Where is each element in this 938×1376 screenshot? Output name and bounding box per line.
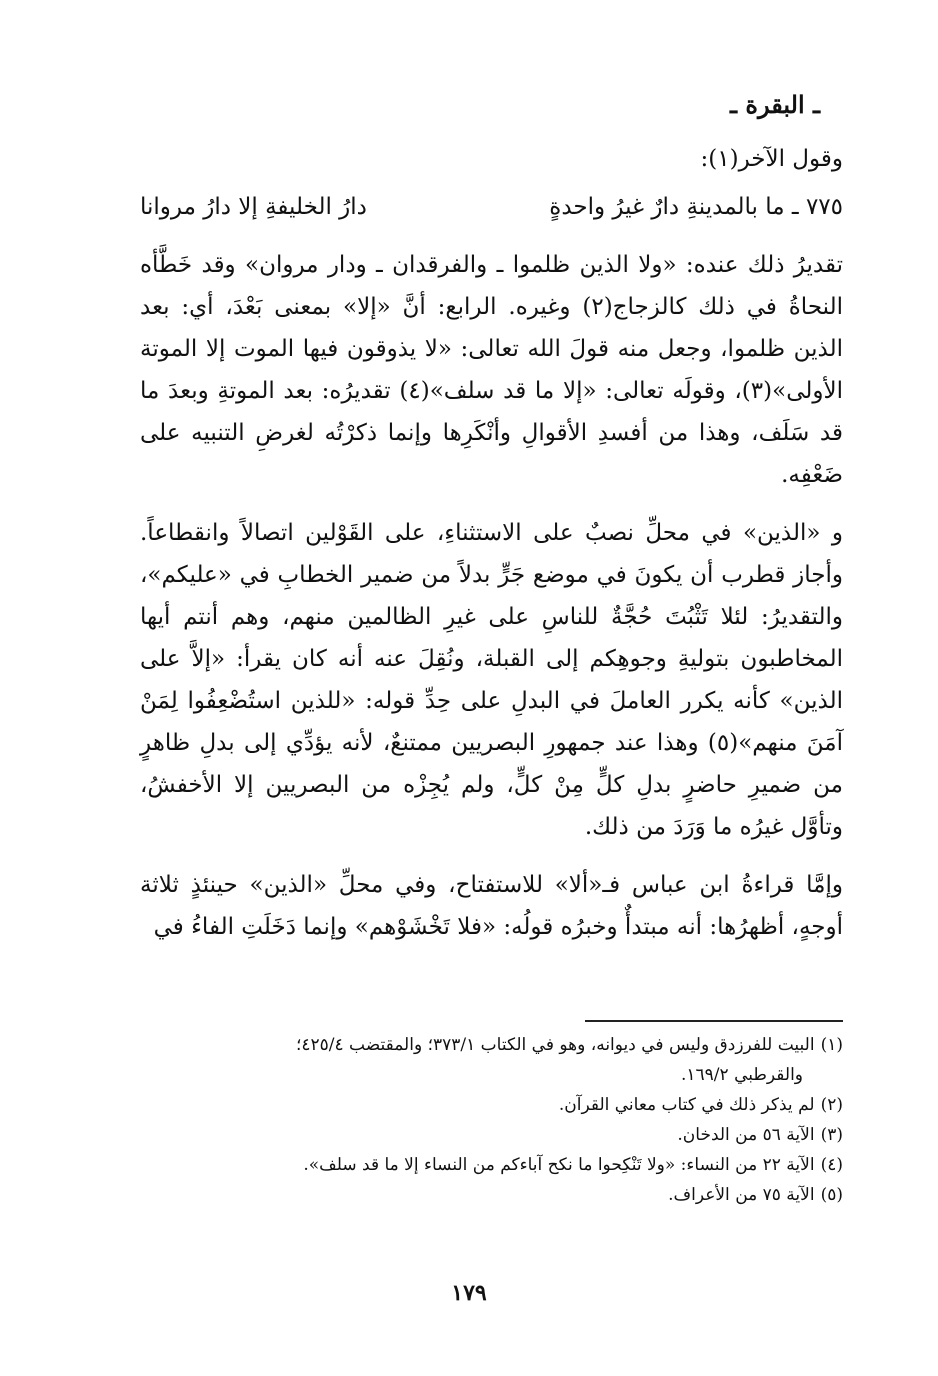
footnote-number: (١)	[820, 1035, 843, 1055]
page-number: ١٧٩	[451, 1280, 487, 1306]
footnote-text: البيت للفرزدق وليس في ديوانه، وهو في الكتاب ٣٧٣/١؛ والمقتضب ٤٢٥/٤؛	[295, 1035, 815, 1055]
footnote-text: لم يذكر ذلك في كتاب معاني القرآن.	[558, 1095, 815, 1115]
footnotes	[140, 1030, 843, 1210]
footnote-number: (٤)	[820, 1155, 843, 1175]
footnote-3	[140, 1120, 843, 1150]
footnote-number: (٢)	[820, 1095, 843, 1115]
footnote-5	[140, 1180, 843, 1210]
main-text	[140, 138, 843, 948]
poetry-verse	[140, 186, 843, 228]
paragraph-1: تقديرُ ذلك عنده: «ولا الذين ظلموا ـ والفرقدان ـ ودار مروان» وقد خَطَّأه النحاةُ في ذلك كالزجاج(٢) وغيره. الرابع: أنَّ «إلا» بمعنى بَعْدَ، أي: بعد الذين ظلموا، وجعل منه قولَ الله تعالى: «لا يذوقون فيها الموت إلا الموتة الأولى»(٣)، وقولَه تعالى: «إلا ما قد سلف»(٤) تقديرُه: بعد الموتةِ وبعدَ ما قد سَلَف، وهذا من أفسدِ الأقوالِ وأنْكَرِها وإنما ذكرْتُه لغرضِ التنبيه على ضَعْفِه.	[140, 252, 844, 488]
verse-number: ٧٧٥ ـ	[791, 194, 843, 220]
verse-first-text: ما بالمدينةِ دارٌ غيرُ واحدةٍ	[549, 194, 785, 220]
paragraph-2: و «الذين» في محلِّ نصبٌ على الاستثناءِ، على القَوْلين اتصالاً وانقطاعاً. وأجاز قطرب أن يكونَ في موضع جَرٍّ بدلاً من ضمير الخطابِ في «عليكم»، والتقديرُ: لئلا تَثْبُتَ حُجَّةٌ للناسِ على غيرِ الظالمين منهم، وهم أنتم أيها المخاطبون بتوليةِ وجوهِكم إلى القبلة، ونُقِلَ عنه أنه كان يقرأ: «إلاَّ على الذين» كأنه يكرر العاملَ في البدلِ على حِدِّ قوله: «للذين استُضْعِفُوا لِمَنْ آمَنَ منهم»(٥) وهذا عند جمهورِ البصريين ممتنعٌ، لأنه يؤدِّي إلى بدلِ ظاهرٍ من ضميرِ حاضرٍ بدلِ كلٍّ مِنْ كلٍّ، ولم يُجِزْه من البصريين إلا الأخفشُ، وتأوَّل غيرُه ما وَرَدَ من ذلك.	[140, 520, 843, 840]
running-header: ـ البقرة ـ	[730, 90, 820, 119]
footnote-2	[140, 1090, 843, 1120]
paragraph-3: وإمَّا قراءةُ ابن عباس فـ«ألا» للاستفتاح، وفي محلِّ «الذين» حينئذٍ ثلاثة أوجهٍ، أظهرُها: أنه مبتدأٌ وخبرُه قولُه: «فلا تَخْشَوْهم» وإنما دَخَلَتِ الفاءُ في	[140, 872, 843, 940]
footnote-number: (٣)	[820, 1125, 843, 1145]
footnote-text: الآية ٥٦ من الدخان.	[677, 1125, 815, 1145]
verse-intro: وقول الآخر(١):	[700, 146, 843, 172]
footnote-1	[140, 1030, 843, 1090]
verse-second-hemistich: دارُ الخليفةِ إلا دارُ مروانا	[140, 194, 367, 220]
verse-first-hemistich	[549, 186, 843, 228]
footnote-separator	[585, 1020, 843, 1022]
footnote-text: الآية ٧٥ من الأعراف.	[668, 1185, 815, 1205]
footnote-4	[140, 1150, 843, 1180]
footnote-number: (٥)	[820, 1185, 843, 1205]
footnote-continuation: والقرطبي ١٦٩/٢.	[681, 1065, 803, 1085]
footnote-text: الآية ٢٢ من النساء: «ولا تَنْكِحوا ما نكح آباءكم من النساء إلا ما قد سلف».	[303, 1155, 815, 1175]
